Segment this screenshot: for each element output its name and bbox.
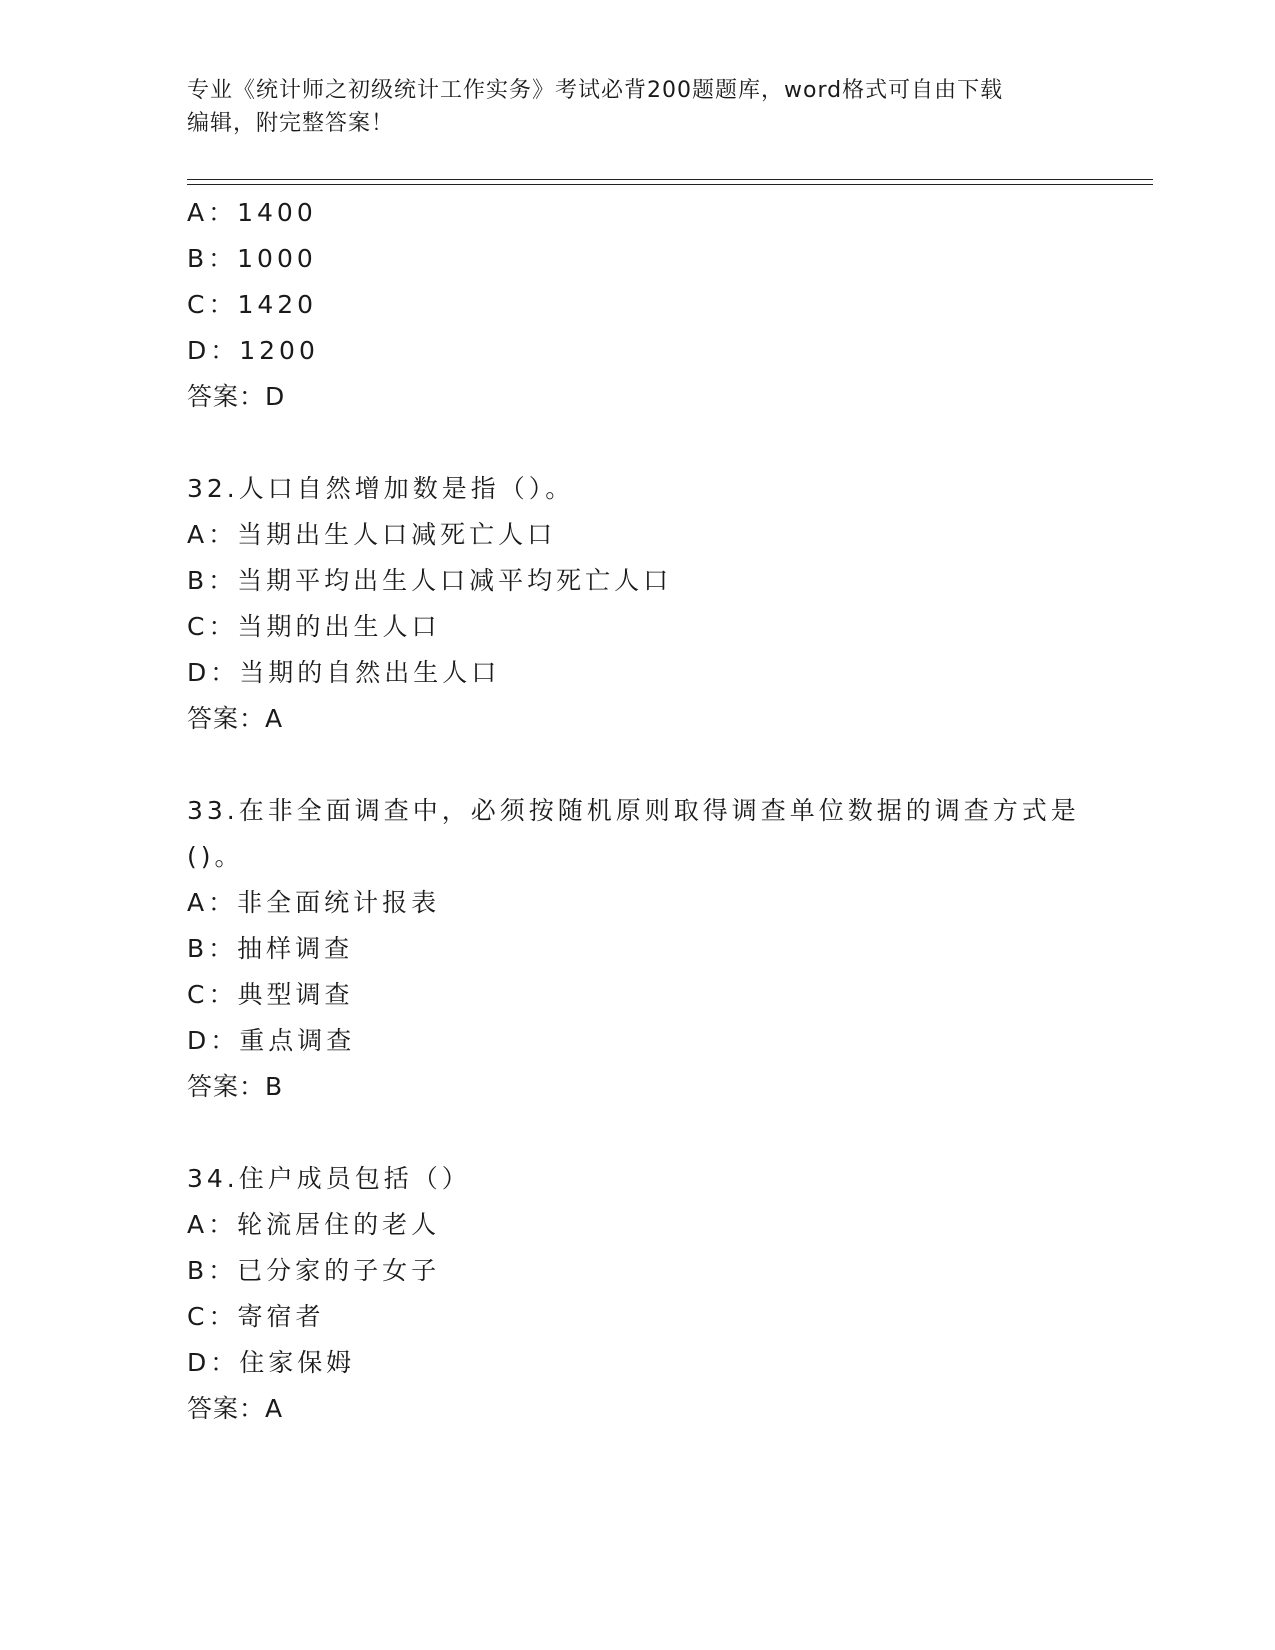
answer-line: 答案：A: [187, 704, 284, 733]
question-stem-line-2: ()。: [187, 842, 244, 871]
option-c: C：1420: [187, 290, 318, 319]
option-a: A：当期出生人口减死亡人口: [187, 520, 557, 549]
answer-line: 答案：A: [187, 1394, 284, 1423]
option-c: C：寄宿者: [187, 1302, 325, 1331]
header-line-2: 编辑，附完整答案！: [187, 111, 395, 136]
question-stem: 34.住户成员包括（）: [187, 1164, 471, 1193]
document-header: [187, 74, 1067, 140]
question-31: [187, 190, 1087, 420]
answer-line: 答案：B: [187, 1072, 284, 1101]
question-gap: [187, 1110, 1087, 1156]
option-b: B：1000: [187, 244, 317, 273]
answer-line: 答案：D: [187, 382, 286, 411]
header-rule-bottom: [187, 184, 1153, 185]
option-b: B：已分家的子女子: [187, 1256, 441, 1285]
option-a: A：非全面统计报表: [187, 888, 441, 917]
question-stem: 32.人口自然增加数是指（）。: [187, 474, 575, 503]
option-d: D：住家保姆: [187, 1348, 356, 1377]
option-d: D：当期的自然出生人口: [187, 658, 501, 687]
header-rule-top: [187, 179, 1153, 180]
option-c: C：典型调查: [187, 980, 354, 1009]
option-a: A：1400: [187, 198, 317, 227]
option-d: D：1200: [187, 336, 319, 365]
question-32: [187, 466, 1087, 742]
option-a: A：轮流居住的老人: [187, 1210, 441, 1239]
header-line-1: 专业《统计师之初级统计工作实务》考试必背200题题库，word格式可自由下载: [187, 78, 1004, 103]
option-d: D：重点调查: [187, 1026, 356, 1055]
option-c: C：当期的出生人口: [187, 612, 441, 641]
question-gap: [187, 420, 1087, 466]
question-33: [187, 788, 1087, 1110]
option-b: B：当期平均出生人口减平均死亡人口: [187, 566, 673, 595]
option-b: B：抽样调查: [187, 934, 354, 963]
question-gap: [187, 742, 1087, 788]
question-stem-line-1: 33.在非全面调查中，必须按随机原则取得调查单位数据的调查方式是: [187, 796, 1080, 825]
question-list: [187, 190, 1087, 1432]
question-34: [187, 1156, 1087, 1432]
